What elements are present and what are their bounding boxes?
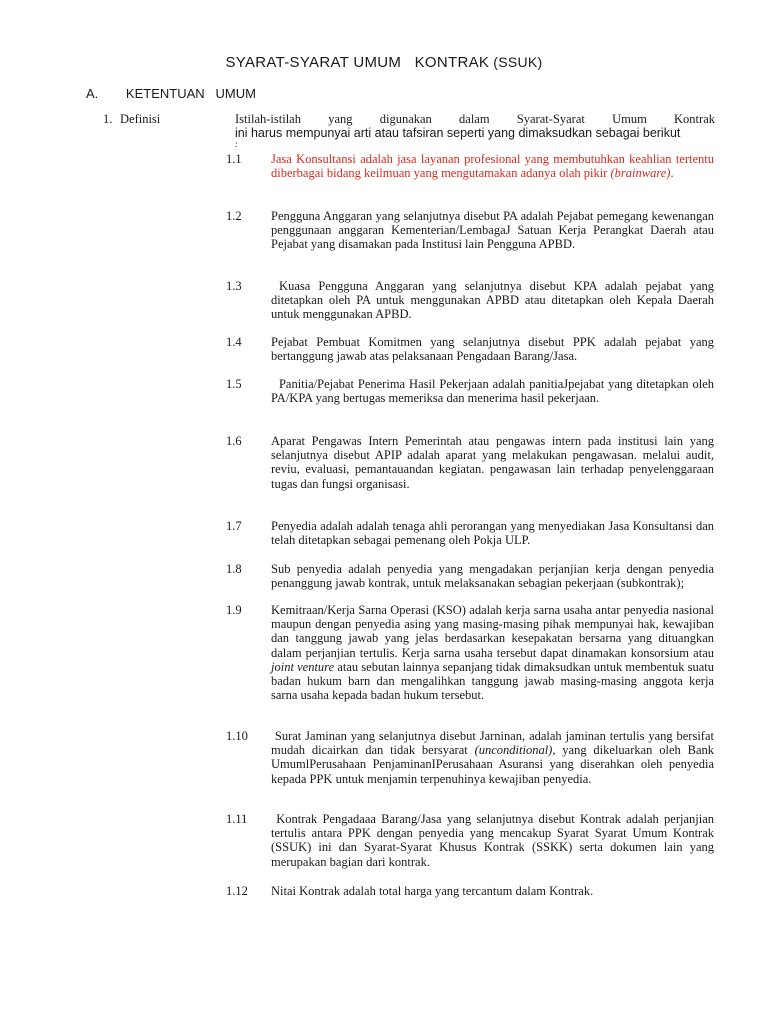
definition-number: 1.6 <box>226 434 242 448</box>
definition-body: Aparat Pengawas Intern Pemerintah atau pengawas intern pada institusi lain yang selanjutnya disebut APIP adalah aparat yang melakukan pengawasan. melalui audit, reviu, evaluasi, pemantauandan kegiatan. pengawasan lain terhadap penyelenggaraan tugas dan fungsi organisasi. <box>271 434 718 491</box>
definition-text <box>271 812 718 869</box>
definition-text <box>271 434 718 491</box>
definition-number: 1.8 <box>226 562 242 576</box>
definition-body: Surat Jaminan yang selanjutnya disebut Jarninan, adalah jaminan tertulis yang bersifat mudah dicairkan dan tidak bersyarat <box>271 729 718 758</box>
definition-body: Sub penyedia adalah penyedia yang mengadakan perjanjian kerja dengan penyedia penanggung jawab kontrak, untuk melaksanakan sebagian pekerjaan (subkontrak); <box>271 562 718 591</box>
definition-number: 1.2 <box>226 209 242 223</box>
definition-body: Kuasa Pengguna Anggaran yang selanjutnya disebut KPA adalah pejabat yang ditetapkan oleh PA untuk menggunakan APBD atau ditetapkan oleh Kepala Daerah untuk menggunakan APBD. <box>271 279 718 322</box>
definition-body: Pengguna Anggaran yang selanjutnya disebut PA adalah Pejabat pemegang kewenangan penggunaan anggaran Kementerian/LembagaJ Satuan Kerja Perangkat Daerah atau Pejabat yang disamakan pada Institusi lain Pengguna APBD. <box>271 209 718 252</box>
section-letter: A. <box>86 86 99 101</box>
definition-tail: atau sebutan lainnya sepanjang tidak dimaksudkan untuk membentuk suatu badan hukum barn dan mengalihkan tanggung jawab masing-masing anggota kerja sarna usaha kepada badan hukum tersebut. <box>271 659 718 703</box>
intro-line-1: Istilah-istilah yang digunakan dalam Syarat-Syarat Umum Kontrak <box>235 112 715 126</box>
section-title: KETENTUAN UMUM <box>125 86 256 101</box>
definition-italic-term: joint venture <box>271 659 335 674</box>
definition-italic-term: (unconditional), <box>474 743 556 758</box>
definition-text <box>271 519 718 548</box>
definition-body: Pejabat Pembuat Komitmen yang selanjutnya disebut PPK adalah pejabat yang bertanggung jawab atas pelaksanaan Pengadaan Barang/Jasa. <box>271 335 718 364</box>
section-heading <box>86 86 256 101</box>
definition-text <box>271 335 718 364</box>
definition-body: Nitai Kontrak adalah total harga yang tercantum dalam Kontrak. <box>271 884 594 898</box>
definition-text <box>271 603 718 703</box>
intro-line-2: ini harus mempunyai arti atau tafsiran seperti yang dimaksudkan sebagai berikut <box>235 126 681 140</box>
definition-body: Jasa Konsultansi adalah jasa layanan profesional yang membutuhkan keahlian tertentu diberbagai bidang keilmuan yang mengutamakan adanya olah pikir <box>271 152 718 181</box>
definition-number: 1.4 <box>226 335 242 349</box>
definition-tail: yang dikeluarkan oleh Bank UmumlPerusahaan PenjaminanIPerusahaan Asuransi yang diserahkan oleh penyedia kepada PPK untuk menjamin terpenuhinya kewajiban penyedia. <box>271 743 718 786</box>
definition-body: Penyedia adalah adalah tenaga ahli perorangan yang menyediakan Jasa Konsultansi dan telah ditetapkan sebagai pemenang oleh Pokja ULP. <box>271 519 718 548</box>
definition-number: 1.5 <box>226 377 242 391</box>
definition-number: 1.1 <box>226 152 242 166</box>
title-main: SYARAT-SYARAT UMUM KONTRAK <box>225 54 490 71</box>
title-suffix: (SSUK) <box>493 54 543 70</box>
definition-text <box>271 279 718 322</box>
document-title <box>0 54 768 72</box>
definition-body: Kemitraan/Kerja Sarna Operasi (KSO) adalah kerja sarna usaha antar penyedia nasional maupun dengan penyedia asing yang masing-masing pihak mempunyai hak, kewajiban dan tanggung jawab yang jelas berdasarkan kesepakatan bersarna yang dituangkan dalam perjanjian tertulis. Kerja sarna usaha tersebut dapat dinamakan konsorsium atau <box>271 603 718 660</box>
definition-text <box>271 377 718 406</box>
definition-body: Panitia/Pejabat Penerima Hasil Pekerjaan adalah panitiaJpejabat yang ditetapkan oleh PA/KPA yang bertugas memeriksa dan menerima hasil pekerjaan. <box>271 377 718 406</box>
definition-italic-term: (brainware) <box>610 166 671 181</box>
definition-text <box>271 884 714 898</box>
definition-number: 1.11 <box>226 812 248 826</box>
definition-text <box>271 152 718 181</box>
definition-number: 1.10 <box>226 729 248 743</box>
term-number: 1. <box>103 112 113 126</box>
definitions-intro <box>235 112 715 148</box>
definition-number: 1.7 <box>226 519 242 533</box>
definition-tail: . <box>670 166 674 181</box>
definition-number: 1.12 <box>226 884 248 898</box>
definition-text <box>271 209 718 252</box>
term-name: Definisi <box>120 112 161 126</box>
definition-text <box>271 562 718 591</box>
definition-text <box>271 729 718 786</box>
definition-body: Kontrak Pengadaaa Barang/Jasa yang selanjutnya disebut Kontrak adalah perjanjian tertulis antara PPK dengan penyedia yang mencakup Syarat Syarat Umum Kontrak (SSUK) ini dan Syarat-Syarat Khusus Kontrak (SSKK) serta dokumen lain yang merupakan bagian dari kontrak. <box>271 812 718 869</box>
definition-number: 1.9 <box>226 603 242 617</box>
definition-number: 1.3 <box>226 279 242 293</box>
intro-colon: : <box>235 139 238 149</box>
